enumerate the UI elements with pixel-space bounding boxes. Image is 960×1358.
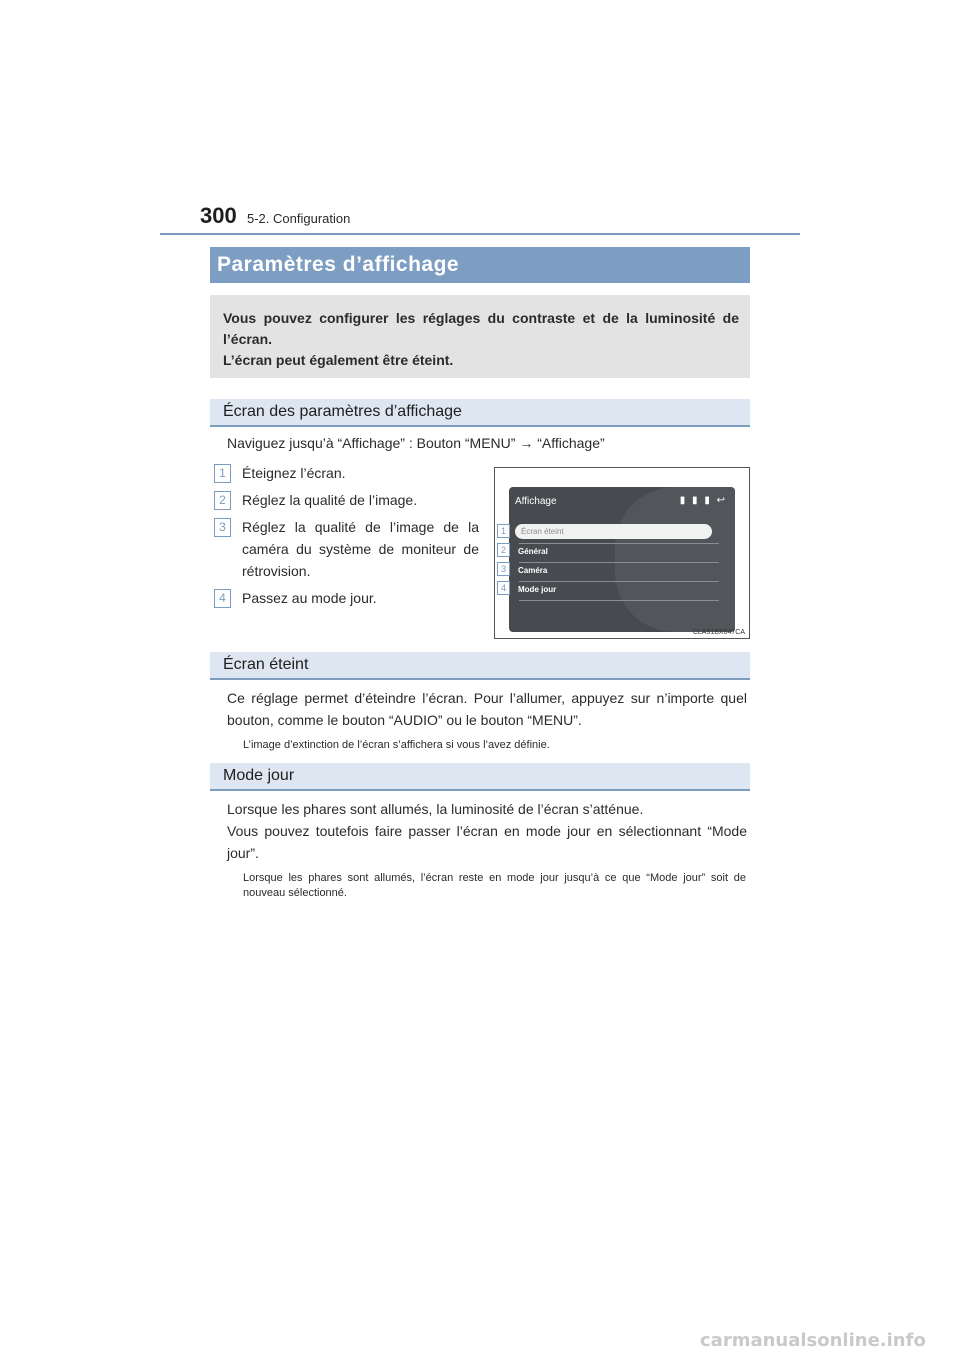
screen-off-paragraph: Ce réglage permet d’éteindre l’écran. Pour l’allumer, appuyez sur n’importe quel bouton, comme le bouton “AUDIO” ou le bouton “MENU”. <box>227 690 747 728</box>
menu-item-camera: Caméra <box>518 566 548 575</box>
step-item <box>214 489 479 511</box>
screen-background-shape <box>615 487 735 632</box>
display-screen <box>509 487 735 632</box>
step-text: Réglez la qualité de l’image. <box>242 492 418 508</box>
screen-off-note: L’image d’extinction de l’écran s’affichera si vous l’avez définie. <box>243 739 550 751</box>
step-number-badge: 1 <box>214 464 231 483</box>
step-number-badge: 2 <box>214 491 231 510</box>
watermark: carmanualsonline.info <box>700 1330 926 1351</box>
step-item <box>214 462 479 484</box>
screen-illustration <box>494 467 750 639</box>
menu-item-screen-off: Écran éteint <box>515 524 712 539</box>
step-item <box>214 587 479 609</box>
intro-box <box>210 295 750 378</box>
callout-badge: 1 <box>497 524 510 538</box>
step-number-badge: 4 <box>214 589 231 608</box>
section-heading-day-mode: Mode jour <box>210 763 750 791</box>
screen-title: Affichage <box>515 496 557 507</box>
day-mode-paragraph-1: Lorsque les phares sont allumés, la luminosité de l’écran s’atténue. <box>227 801 644 817</box>
status-icons: ▮ ▮ ▮ ↩ <box>679 495 727 506</box>
menu-divider <box>519 600 719 601</box>
step-item <box>214 516 479 582</box>
header-divider <box>160 233 800 235</box>
menu-divider <box>519 543 719 544</box>
menu-divider <box>519 581 719 582</box>
intro-line-1: Vous pouvez configurer les réglages du contraste et de la luminosité de <box>223 310 739 326</box>
day-mode-paragraph-2: Vous pouvez toutefois faire passer l’écran en mode jour en sélectionnant “Mode jour”. <box>227 823 747 861</box>
image-code: CLA51BX047CA <box>692 629 745 636</box>
chapter-title: 5-2. Configuration <box>247 211 351 226</box>
step-text: Passez au mode jour. <box>242 590 377 606</box>
step-list <box>214 462 479 609</box>
page-number: 300 <box>200 203 237 228</box>
step-number-badge: 3 <box>214 518 231 537</box>
callout-badge: 2 <box>497 543 510 557</box>
section-heading-display: Écran des paramètres d’affichage <box>210 399 750 427</box>
step-text: Réglez la qualité de l’image de la caméra du système de moniteur de rétrovision. <box>242 519 479 579</box>
menu-divider <box>519 562 719 563</box>
main-title: Paramètres d’affichage <box>210 247 750 283</box>
intro-line-3: L’écran peut également être éteint. <box>223 352 454 368</box>
menu-item-general: Général <box>518 547 548 556</box>
intro-line-2: l’écran. <box>223 331 273 347</box>
menu-item-day-mode: Mode jour <box>518 585 557 594</box>
callout-badge: 4 <box>497 581 510 595</box>
step-text: Éteignez l’écran. <box>242 465 346 481</box>
day-mode-note: Lorsque les phares sont allumés, l’écran reste en mode jour jusqu’à ce que “Mode jour” soit de nouveau sélectionné. <box>243 872 746 899</box>
callout-badge: 3 <box>497 562 510 576</box>
section-heading-screen-off: Écran éteint <box>210 652 750 680</box>
nav-instruction: Naviguez jusqu’à “Affichage” : Bouton “MENU” → “Affichage” <box>227 435 605 451</box>
